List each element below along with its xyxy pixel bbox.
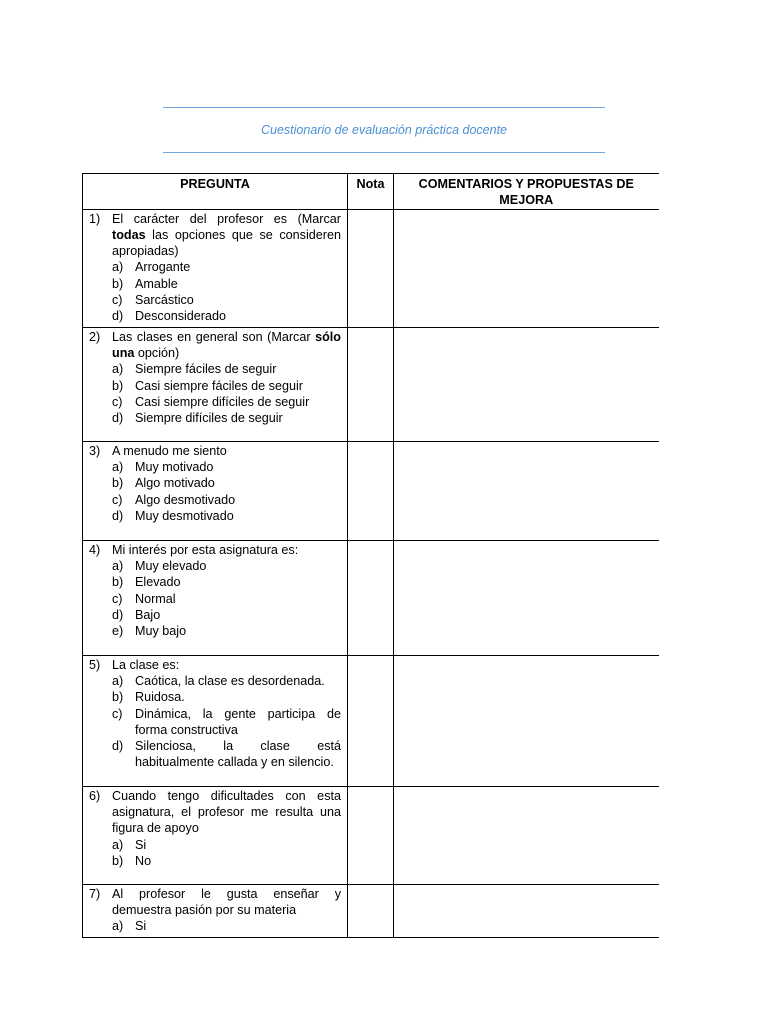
option-item xyxy=(112,459,341,475)
grade-cell[interactable] xyxy=(348,786,394,884)
option-item xyxy=(112,394,341,410)
option-item xyxy=(112,607,341,623)
option-text: Silenciosa, la clase está habitualmente callada y en silencio. xyxy=(135,739,341,770)
option-item xyxy=(112,706,341,739)
question-text: Mi interés por esta asignatura es: xyxy=(112,542,299,557)
option-text: Muy elevado xyxy=(135,558,207,573)
option-item xyxy=(112,558,341,574)
question-row xyxy=(83,655,659,786)
question-number: 2) xyxy=(89,329,101,344)
option-item xyxy=(112,689,341,705)
grade-cell[interactable] xyxy=(348,441,394,540)
option-letter: b) xyxy=(112,853,124,868)
comments-cell[interactable] xyxy=(394,655,659,786)
option-letter: b) xyxy=(112,378,124,393)
option-letter: b) xyxy=(112,476,124,491)
question-number: 5) xyxy=(89,657,101,672)
comments-cell[interactable] xyxy=(394,327,659,441)
option-text: Muy bajo xyxy=(135,624,187,639)
option-text: Amable xyxy=(135,276,178,291)
grade-cell[interactable] xyxy=(348,540,394,655)
question-text-end: opción) xyxy=(134,345,180,360)
option-item xyxy=(112,673,341,689)
option-item xyxy=(112,837,341,853)
option-item xyxy=(112,378,341,394)
option-item xyxy=(112,591,341,607)
question-cell xyxy=(83,441,348,540)
comments-cell[interactable] xyxy=(394,884,659,937)
option-text: Muy desmotivado xyxy=(135,508,234,523)
question-emphasis: sólo una xyxy=(112,329,341,360)
option-item xyxy=(112,508,341,524)
option-letter: e) xyxy=(112,624,124,639)
option-item xyxy=(112,410,341,426)
option-letter: d) xyxy=(112,739,124,754)
question-text: Cuando tengo dificultades con esta asignatura, el profesor me resulta una figura de apoyo xyxy=(112,788,341,836)
question-row xyxy=(83,786,659,884)
option-item xyxy=(112,623,341,639)
comments-cell[interactable] xyxy=(394,209,659,327)
question-text: Las clases en general son (Marcar xyxy=(112,329,316,344)
option-letter: b) xyxy=(112,276,124,291)
option-letter: c) xyxy=(112,492,123,507)
option-letter: a) xyxy=(112,673,124,688)
question-text: La clase es: xyxy=(112,657,180,672)
comments-cell[interactable] xyxy=(394,441,659,540)
question-cell xyxy=(83,209,348,327)
question-text: Al profesor le gusta enseñar y demuestra pasión por su materia xyxy=(112,886,341,917)
document-title: Cuestionario de evaluación práctica docente xyxy=(261,123,507,137)
option-item xyxy=(112,738,341,771)
comments-cell[interactable] xyxy=(394,786,659,884)
option-text: Sarcástico xyxy=(135,293,194,308)
option-text: Siempre fáciles de seguir xyxy=(135,362,277,377)
option-letter: c) xyxy=(112,293,123,308)
option-text: Muy motivado xyxy=(135,459,214,474)
document-title-block xyxy=(163,107,605,153)
question-row xyxy=(83,884,659,937)
option-text: Caótica, la clase es desordenada. xyxy=(135,673,325,688)
option-text: Desconsiderado xyxy=(135,309,227,324)
header-question: PREGUNTA xyxy=(83,174,348,210)
header-grade: Nota xyxy=(348,174,394,210)
option-item xyxy=(112,918,341,934)
option-letter: c) xyxy=(112,706,123,721)
question-row xyxy=(83,540,659,655)
option-item xyxy=(112,259,341,275)
grade-cell[interactable] xyxy=(348,884,394,937)
option-letter: a) xyxy=(112,837,124,852)
question-number: 4) xyxy=(89,542,101,557)
comments-cell[interactable] xyxy=(394,540,659,655)
question-number: 6) xyxy=(89,788,101,803)
question-text: A menudo me siento xyxy=(112,443,227,458)
option-letter: a) xyxy=(112,919,124,934)
question-row xyxy=(83,209,659,327)
option-letter: a) xyxy=(112,459,124,474)
option-letter: d) xyxy=(112,607,124,622)
grade-cell[interactable] xyxy=(348,209,394,327)
option-letter: c) xyxy=(112,591,123,606)
question-emphasis: todas xyxy=(112,227,146,242)
option-text: Dinámica, la gente participa de forma constructiva xyxy=(135,706,341,737)
questionnaire-table xyxy=(82,173,659,938)
question-cell xyxy=(83,327,348,441)
question-row xyxy=(83,327,659,441)
option-text: Ruidosa. xyxy=(135,690,185,705)
option-item xyxy=(112,292,341,308)
question-cell xyxy=(83,786,348,884)
question-cell xyxy=(83,540,348,655)
option-text: Elevado xyxy=(135,575,181,590)
option-text: Siempre difíciles de seguir xyxy=(135,411,283,426)
question-number: 1) xyxy=(89,211,101,226)
grade-cell[interactable] xyxy=(348,655,394,786)
question-text-end: las opciones que se consideren apropiadas) xyxy=(112,227,341,259)
option-letter: b) xyxy=(112,690,124,705)
option-item xyxy=(112,853,341,869)
option-item xyxy=(112,308,341,324)
option-text: Si xyxy=(135,837,147,852)
header-row xyxy=(83,174,659,210)
option-text: Algo motivado xyxy=(135,476,215,491)
grade-cell[interactable] xyxy=(348,327,394,441)
option-text: Bajo xyxy=(135,607,161,622)
option-text: Arrogante xyxy=(135,260,191,275)
question-cell xyxy=(83,655,348,786)
question-cell xyxy=(83,884,348,937)
option-item xyxy=(112,475,341,491)
question-number: 3) xyxy=(89,443,101,458)
option-text: No xyxy=(135,853,152,868)
header-comments: COMENTARIOS Y PROPUESTAS DE MEJORA xyxy=(394,174,659,210)
option-text: Algo desmotivado xyxy=(135,492,236,507)
option-item xyxy=(112,276,341,292)
option-item xyxy=(112,492,341,508)
option-item xyxy=(112,361,341,377)
option-letter: a) xyxy=(112,558,124,573)
question-text: El carácter del profesor es (Marcar xyxy=(112,211,341,226)
option-text: Si xyxy=(135,919,147,934)
option-text: Normal xyxy=(135,591,176,606)
option-letter: d) xyxy=(112,309,124,324)
option-letter: a) xyxy=(112,362,124,377)
option-letter: d) xyxy=(112,508,124,523)
option-item xyxy=(112,574,341,590)
question-row xyxy=(83,441,659,540)
option-letter: a) xyxy=(112,260,124,275)
option-text: Casi siempre fáciles de seguir xyxy=(135,378,303,393)
option-letter: d) xyxy=(112,411,124,426)
question-number: 7) xyxy=(89,886,101,901)
option-text: Casi siempre difíciles de seguir xyxy=(135,394,310,409)
option-letter: c) xyxy=(112,394,123,409)
option-letter: b) xyxy=(112,575,124,590)
